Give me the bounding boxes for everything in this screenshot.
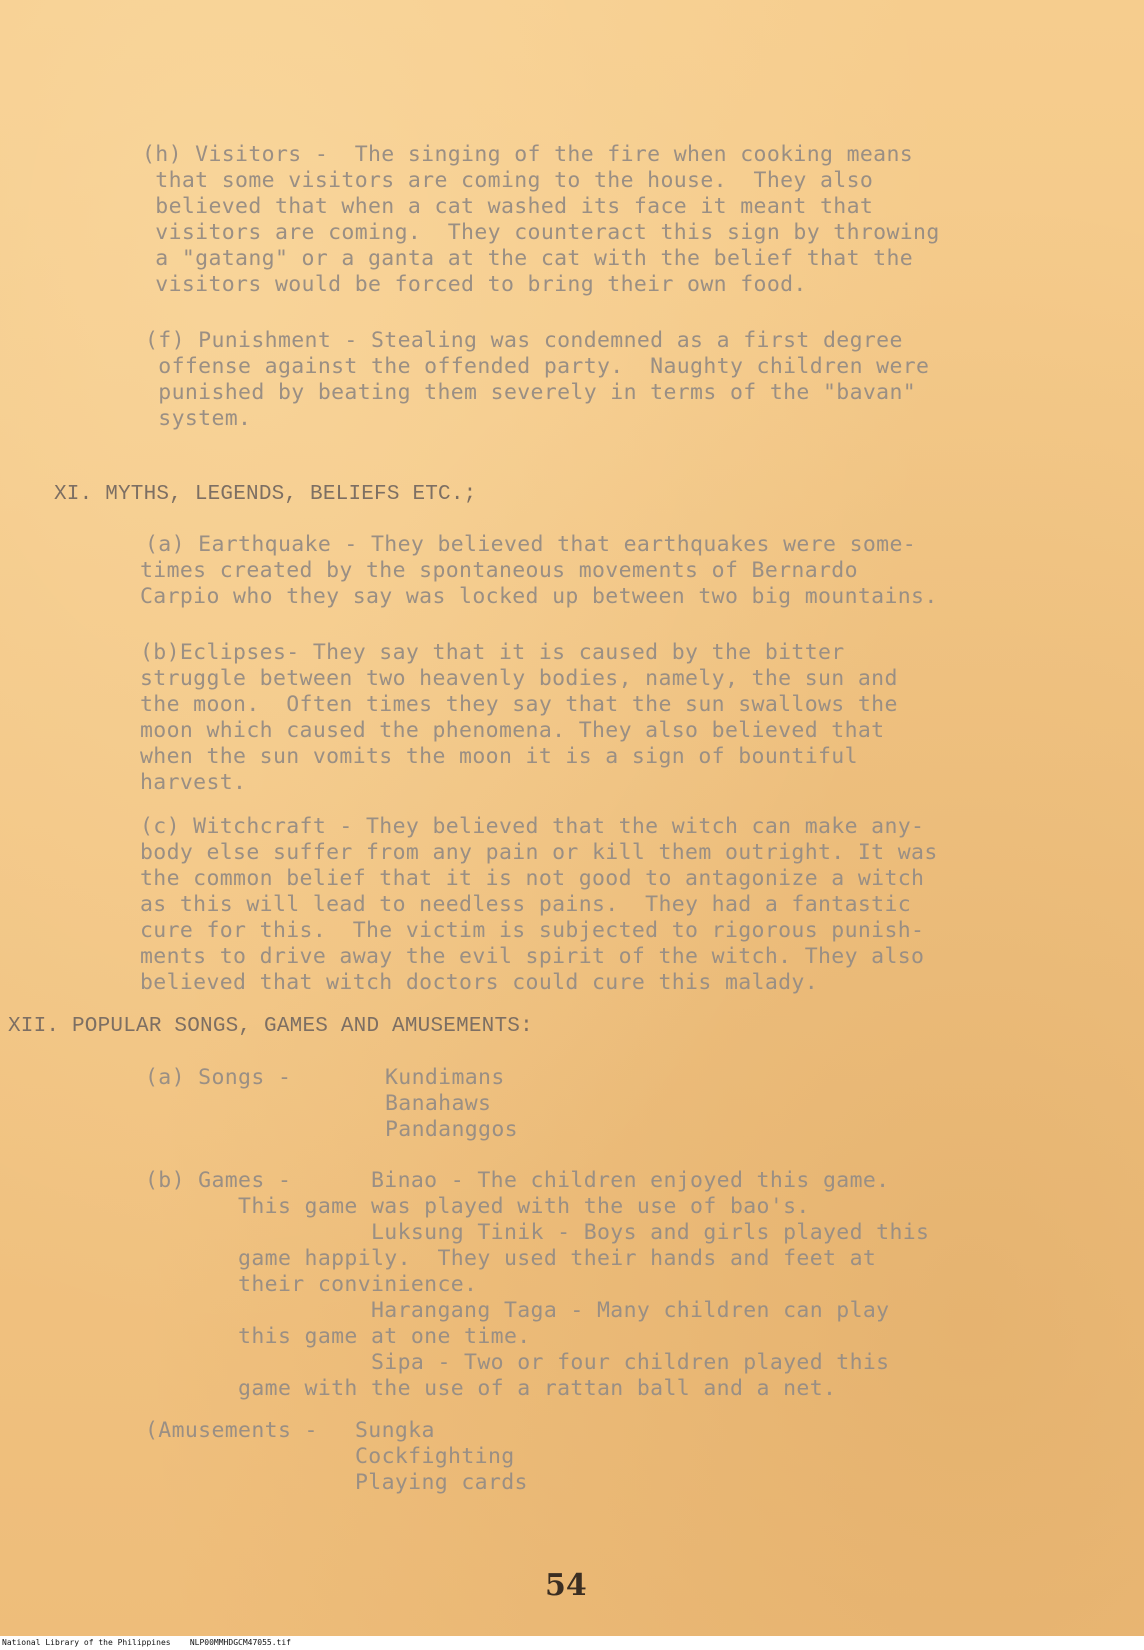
text-line: body else suffer from any pain or kill them outright. It was (140, 840, 938, 865)
text-line: This game was played with the use of bao's. (145, 1194, 810, 1219)
text-line: (c) Witchcraft - They believed that the witch can make any- (140, 814, 925, 839)
text-line: their convinience. (145, 1272, 478, 1297)
text-line: moon which caused the phenomena. They also believed that (140, 718, 885, 743)
text-line: visitors would be forced to bring their own food. (142, 272, 807, 297)
text-line: believed that witch doctors could cure this malady. (140, 970, 818, 995)
section-heading-xii: XII. POPULAR SONGS, GAMES AND AMUSEMENTS: (8, 1015, 533, 1038)
text-line: system. (145, 406, 252, 431)
text-line: believed that when a cat washed its face it meant that (142, 194, 874, 219)
text-line: Luksung Tinik - Boys and girls played this (145, 1220, 930, 1245)
text-line: times created by the spontaneous movements of Bernardo (140, 558, 858, 583)
text-line: when the sun vomits the moon it is a sign of bountiful (140, 744, 858, 769)
text-line: Harangang Taga - Many children can play (145, 1298, 890, 1323)
text-line: game happily. They used their hands and feet at (145, 1246, 877, 1271)
text-line: the moon. Often times they say that the sun swallows the (140, 692, 898, 717)
text-line: struggle between two heavenly bodies, namely, the sun and (140, 666, 898, 691)
text-line: ments to drive away the evil spirit of the witch. They also (140, 944, 925, 969)
text-line: (f) Punishment - Stealing was condemned as a first degree (145, 328, 903, 353)
amusements-label: (Amusements - (145, 1418, 318, 1443)
amusement-item: Sungka (355, 1418, 435, 1443)
text-line: this game at one time. (145, 1324, 531, 1349)
text-line: as this will lead to needless pains. They had a fantastic (140, 892, 912, 917)
songs-label: (a) Songs - (145, 1065, 292, 1090)
text-line: the common belief that it is not good to antagonize a witch (140, 866, 925, 891)
section-heading-xi: XI. MYTHS, LEGENDS, BELIEFS ETC.; (54, 483, 477, 506)
archive-footer: National Library of the Philippines NLP00MMHDGCM47055.tif (0, 1636, 1144, 1650)
text-line: game with the use of a rattan ball and a net. (145, 1376, 837, 1401)
text-line: cure for this. The victim is subjected to rigorous punish- (140, 918, 925, 943)
text-line: (h) Visitors - The singing of the fire when cooking means (142, 142, 914, 167)
text-line: harvest. (140, 770, 247, 795)
text-line: punished by beating them severely in terms of the "bavan" (145, 380, 917, 405)
text-line: a "gatang" or a ganta at the cat with the belief that the (142, 246, 914, 271)
page-number: 54 (545, 1568, 587, 1603)
text-line: (b)Eclipses- They say that it is caused by the bitter (140, 640, 845, 665)
text-line: Sipa - Two or four children played this (145, 1350, 890, 1375)
amusement-item: Playing cards (355, 1470, 528, 1495)
text-line: offense against the offended party. Naughty children were (145, 354, 930, 379)
song-item: Banahaws (385, 1091, 492, 1116)
text-line: visitors are coming. They counteract this sign by throwing (142, 220, 940, 245)
amusement-item: Cockfighting (355, 1444, 515, 1469)
text-line: Carpio who they say was locked up between two big mountains. (140, 584, 938, 609)
song-item: Kundimans (385, 1065, 505, 1090)
text-line: (b) Games - Binao - The children enjoyed this game. (145, 1168, 890, 1193)
text-line: (a) Earthquake - They believed that earthquakes were some- (145, 532, 917, 557)
song-item: Pandanggos (385, 1117, 518, 1142)
text-line: that some visitors are coming to the house. They also (142, 168, 874, 193)
